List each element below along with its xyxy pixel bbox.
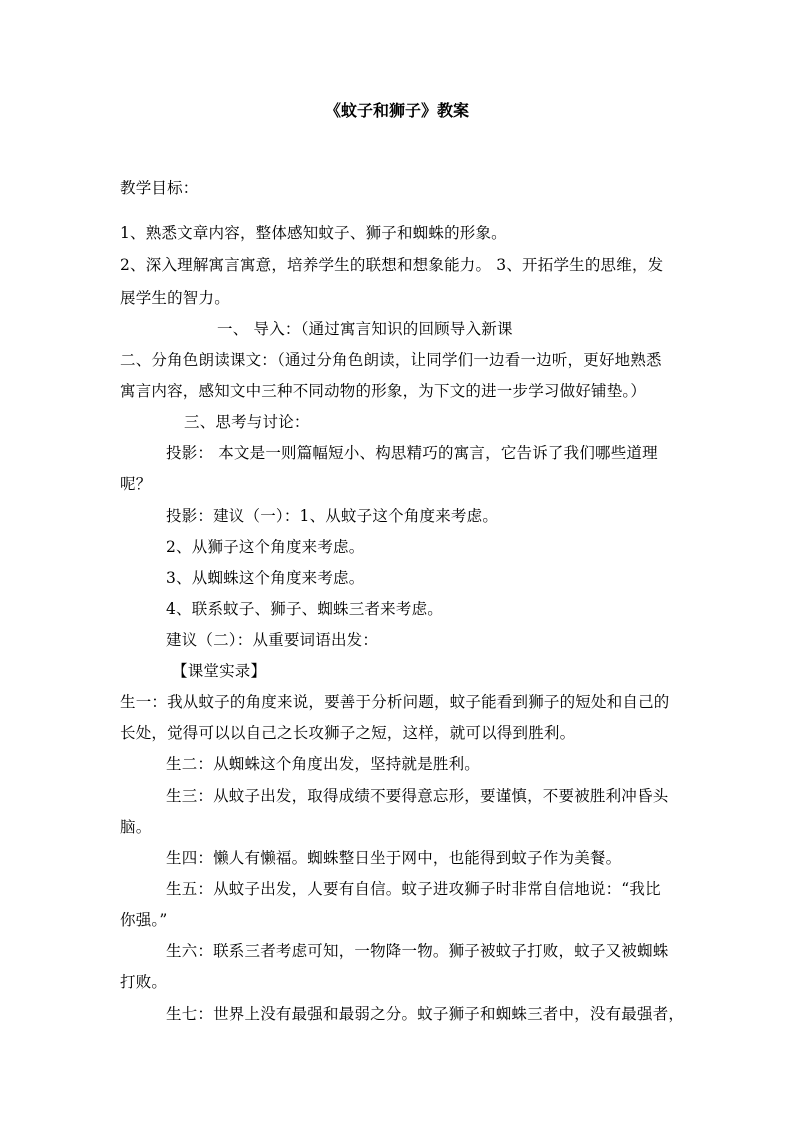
paragraph-line: 投影：建议（一）：1、从蚊子这个角度来考虑。: [166, 507, 499, 525]
paragraph-line: 呢？: [120, 475, 152, 493]
section-heading-intro: 一、 导入：（通过寓言知识的回顾导入新课: [217, 320, 513, 338]
paragraph-line: 生七：世界上没有最强和最弱之分。蚊子狮子和蜘蛛三者中，没有最强者，: [166, 1005, 685, 1023]
paragraph-line: 长处，觉得可以以自己之长攻狮子之短，这样，就可以得到胜利。: [120, 724, 576, 742]
paragraph-line: 生三：从蚊子出发，取得成绩不要得意忘形，要谨慎，不要被胜利冲昏头: [166, 787, 669, 805]
document-title: 《蚊子和狮子》教案: [324, 101, 469, 120]
paragraph-line: 建议（二）：从重要词语出发：: [166, 631, 379, 649]
paragraph-line: 生二：从蜘蛛这个角度出发，坚持就是胜利。: [166, 755, 481, 773]
paragraph-line: 展学生的智力。: [120, 289, 230, 307]
paragraph-line: 2、深入理解寓言寓意，培养学生的联想和想象能力。 3、开拓学生的思维，发: [120, 256, 664, 274]
section-heading-goals: 教学目标：: [120, 179, 199, 197]
paragraph-line: 1、熟悉文章内容，整体感知蚊子、狮子和蜘蛛的形象。: [120, 224, 507, 242]
section-heading-record: 【课堂实录】: [172, 662, 267, 680]
paragraph-line: 打败。: [120, 973, 168, 991]
paragraph-line: 生四：懒人有懒福。蜘蛛整日坐于网中，也能得到蚊子作为美餐。: [166, 849, 622, 867]
list-item: 2、从狮子这个角度来考虑。: [166, 538, 365, 556]
paragraph-line: 投影： 本文是一则篇幅短小、构思精巧的寓言，它告诉了我们哪些道理: [166, 444, 658, 462]
list-item: 3、从蜘蛛这个角度来考虑。: [166, 569, 365, 587]
paragraph-line: 脑。: [120, 818, 152, 836]
paragraph-line: 你强。”: [120, 911, 168, 929]
paragraph-line: 寓言内容，感知文中三种不同动物的形象，为下文的进一步学习做好铺垫。）: [120, 382, 647, 400]
section-heading-discussion: 三、思考与讨论：: [184, 413, 310, 431]
paragraph-line: 生一：我从蚊子的角度来说，要善于分析问题，蚊子能看到狮子的短处和自己的: [120, 693, 670, 711]
section-heading-reading: 二、分角色朗读课文：（通过分角色朗读，让同学们一边看一边听，更好地熟悉: [120, 351, 662, 369]
list-item: 4、联系蚊子、狮子、蜘蛛三者来考虑。: [166, 600, 443, 618]
paragraph-line: 生六：联系三者考虑可知，一物降一物。狮子被蚊子打败，蚊子又被蜘蛛: [166, 942, 669, 960]
paragraph-line: 生五：从蚊子出发，人要有自信。蚊子进攻狮子时非常自信地说：“我比: [166, 880, 661, 898]
